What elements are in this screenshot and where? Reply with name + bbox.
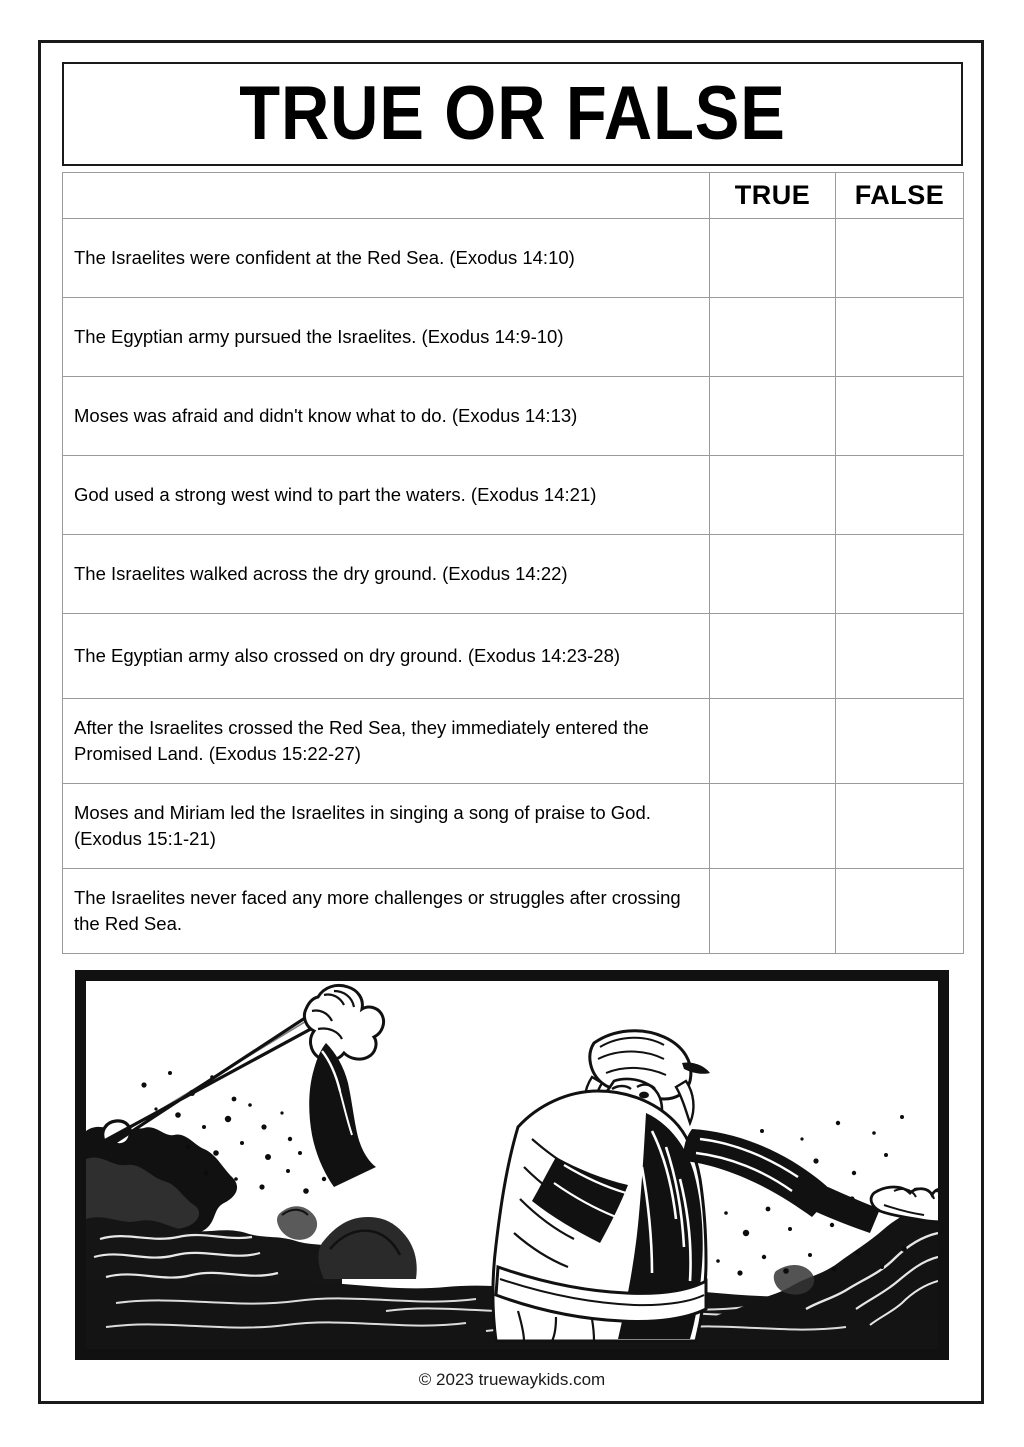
table-row: [63, 219, 964, 298]
true-false-table: [62, 172, 964, 954]
true-answer-cell[interactable]: [710, 784, 836, 869]
statement-cell: Moses and Miriam led the Israelites in singing a song of praise to God. (Exodus 15:1-21): [63, 784, 710, 869]
statement-cell: The Egyptian army pursued the Israelites. (Exodus 14:9-10): [63, 298, 710, 377]
table-row: [63, 869, 964, 954]
true-answer-cell[interactable]: [710, 219, 836, 298]
column-header-false: FALSE: [836, 173, 964, 219]
footer-copyright: © 2023 truewaykids.com: [418, 1370, 606, 1389]
statement-cell: God used a strong west wind to part the waters. (Exodus 14:21): [63, 456, 710, 535]
column-header-statement: [63, 173, 710, 219]
statement-cell: The Israelites never faced any more challenges or struggles after crossing the Red Sea.: [63, 869, 710, 954]
false-answer-cell[interactable]: [836, 298, 964, 377]
table-header: [63, 173, 964, 219]
true-answer-cell[interactable]: [710, 614, 836, 699]
false-answer-cell[interactable]: [836, 456, 964, 535]
true-answer-cell[interactable]: [710, 869, 836, 954]
false-answer-cell[interactable]: [836, 784, 964, 869]
table-header-row: [63, 173, 964, 219]
statement-cell: The Israelites walked across the dry ground. (Exodus 14:22): [63, 535, 710, 614]
table-row: [63, 377, 964, 456]
false-answer-cell[interactable]: [836, 219, 964, 298]
page-title: TRUE OR FALSE: [239, 71, 786, 156]
true-answer-cell[interactable]: [710, 699, 836, 784]
false-answer-cell[interactable]: [836, 535, 964, 614]
statement-cell: Moses was afraid and didn't know what to do. (Exodus 14:13): [63, 377, 710, 456]
false-answer-cell[interactable]: [836, 869, 964, 954]
true-answer-cell[interactable]: [710, 298, 836, 377]
table-row: [63, 298, 964, 377]
column-header-true: TRUE: [710, 173, 836, 219]
table-row: [63, 699, 964, 784]
table-row: [63, 456, 964, 535]
title-box: [62, 62, 963, 166]
true-answer-cell[interactable]: [710, 456, 836, 535]
true-answer-cell[interactable]: [710, 377, 836, 456]
moses-parting-red-sea-illustration: [86, 981, 938, 1349]
table-row: [63, 535, 964, 614]
false-answer-cell[interactable]: [836, 377, 964, 456]
false-answer-cell[interactable]: [836, 614, 964, 699]
table-row: [63, 614, 964, 699]
table-body: [63, 219, 964, 954]
statement-cell: After the Israelites crossed the Red Sea, they immediately entered the Promised Land. (Exodus 15:22-27): [63, 699, 710, 784]
page-content: [62, 62, 963, 1382]
true-answer-cell[interactable]: [710, 535, 836, 614]
illustration-frame: [75, 970, 949, 1360]
table-row: [63, 784, 964, 869]
statement-cell: The Israelites were confident at the Red Sea. (Exodus 14:10): [63, 219, 710, 298]
statement-cell: The Egyptian army also crossed on dry ground. (Exodus 14:23-28): [63, 614, 710, 699]
false-answer-cell[interactable]: [836, 699, 964, 784]
